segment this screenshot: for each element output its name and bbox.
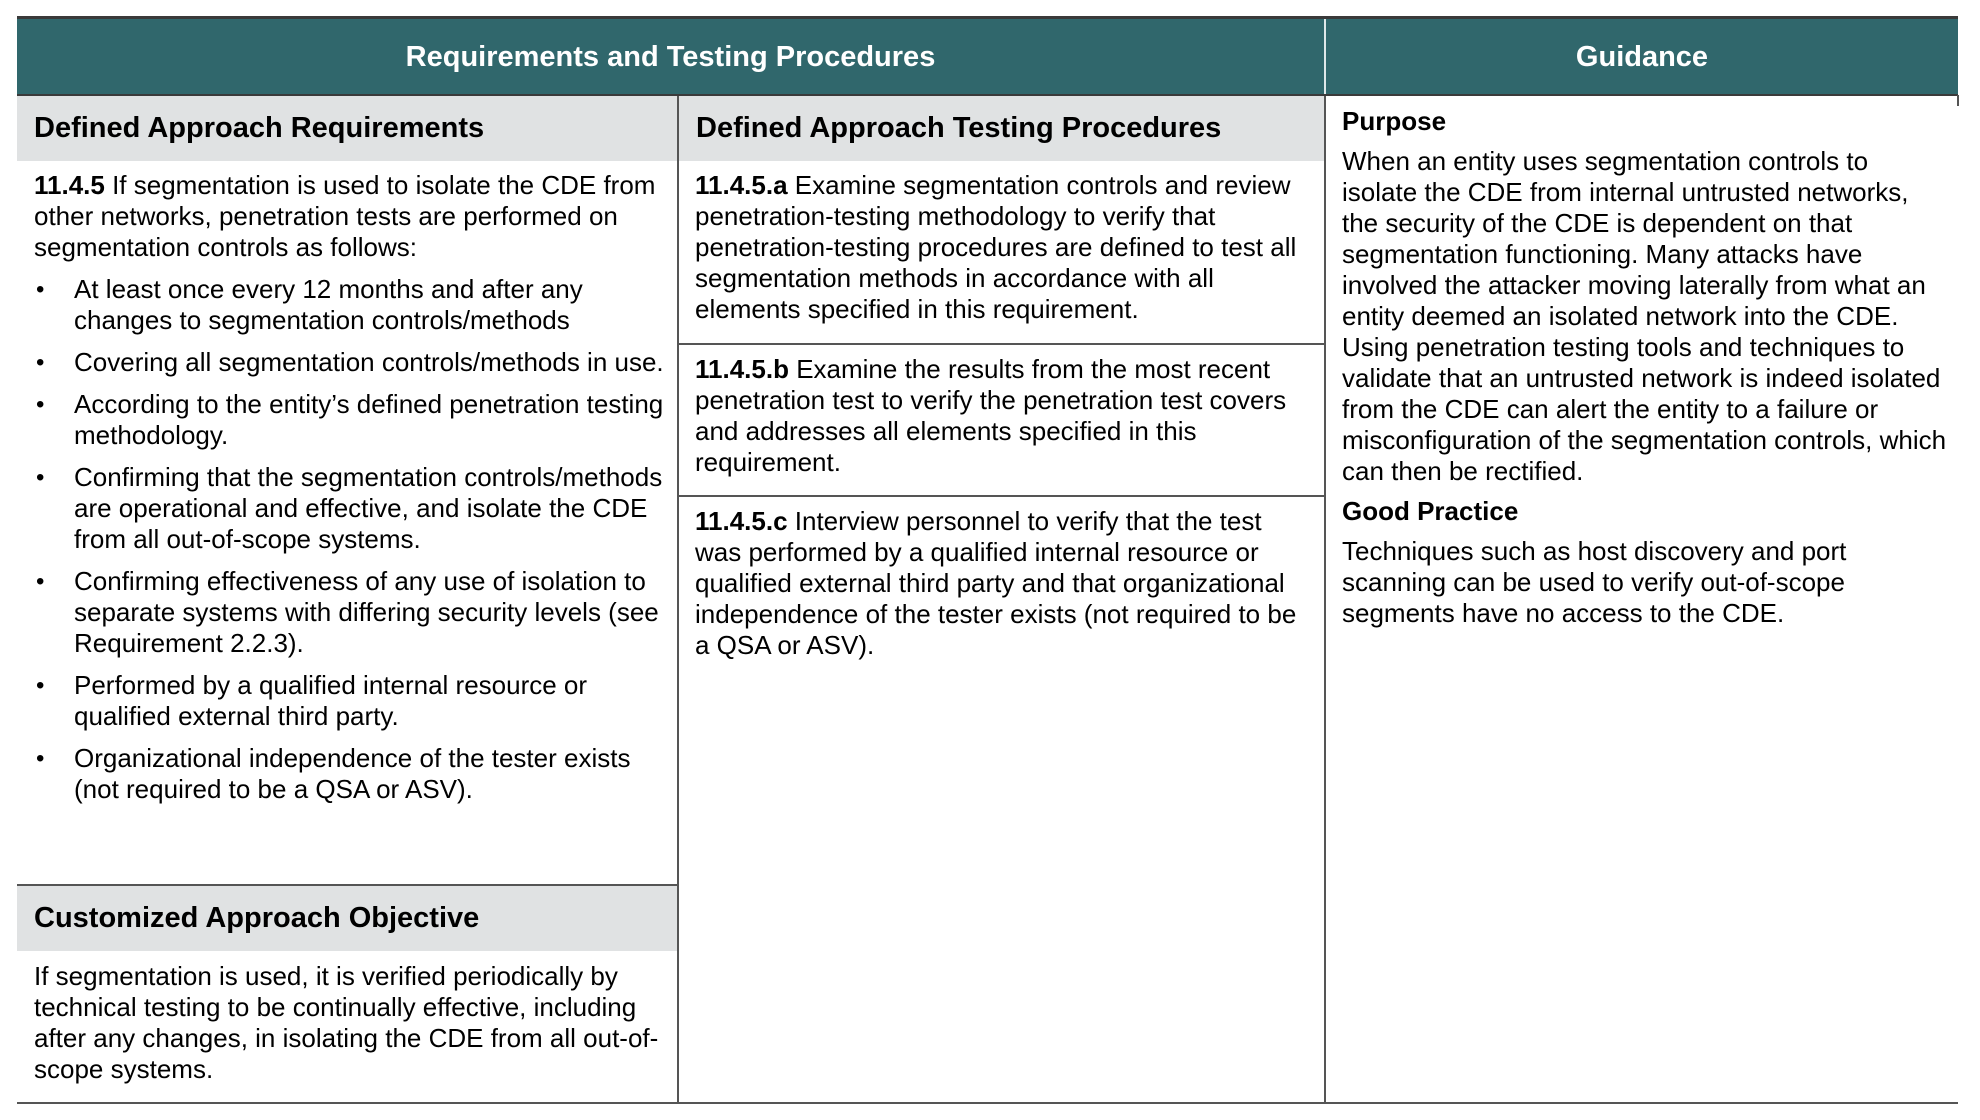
procedure-id: 11.4.5.b [695,354,789,384]
good-practice-text: Techniques such as host discovery and port scanning can be used to verify out-of-scope segments have no access to the CDE. [1342,536,1847,628]
procedure-11-4-5-c [695,506,1315,661]
guidance-content [1342,106,1947,629]
requirement-intro [34,170,664,263]
column-divider-2 [1324,96,1326,1104]
bullet-item: • Organizational independence of the tester exists (not required to be a QSA or ASV). [34,743,664,805]
customized-approach-text: If segmentation is used, it is verified periodically by technical testing to be continually effective, including after any changes, in isolating the CDE from all out-of-scope systems. [34,961,659,1084]
purpose-text: When an entity uses segmentation controls to isolate the CDE from internal untrusted networks, the security of the CDE is dependent on that segmentation functioning. Many attacks have involved the attacker moving laterally from what an entity deemed an isolated network into the CDE. Using penetration testing tools and techniques to validate that an untrusted network is indeed isolated from the CDE can alert the entity to a failure or misconfiguration of the segmentation controls, which can then be rectified. [1342,146,1947,486]
bullet-item: • According to the entity’s defined penetration testing methodology. [34,389,664,451]
defined-approach-requirements-heading: Defined Approach Requirements [17,96,677,161]
bullet-item: • At least once every 12 months and after any changes to segmentation controls/methods [34,274,664,336]
procedure-divider [679,495,1325,497]
purpose-heading: Purpose [1342,106,1447,136]
bullet-item: • Covering all segmentation controls/methods in use. [34,347,664,378]
right-edge-tick [1957,95,1959,106]
procedure-text: Interview personnel to verify that the test was performed by a qualified internal resource or qualified external third party and that organizational independence of the tester exists (not required to be a QSA or ASV). [695,506,1297,660]
customized-approach-heading: Customized Approach Objective [17,886,677,951]
requirement-id: 11.4.5 [34,170,105,200]
procedure-text: Examine the results from the most recent penetration test to verify the penetration test covers and addresses all elements specified in this requirement. [695,354,1287,477]
procedure-id: 11.4.5.a [695,170,788,200]
requirement-11-4-5 [34,170,664,805]
procedure-divider [679,343,1325,345]
requirement-bullets [34,274,664,805]
requirements-title: Requirements and Testing Procedures [405,40,936,73]
requirement-text: If segmentation is used to isolate the CDE from other networks, penetration tests are performed on segmentation controls as follows: [34,170,656,262]
bullet-item: • Performed by a qualified internal resource or qualified external third party. [34,670,664,732]
procedure-11-4-5-a [695,170,1315,325]
defined-approach-testing-heading: Defined Approach Testing Procedures [679,96,1325,161]
header-guidance [1326,19,1958,95]
procedure-11-4-5-b [695,354,1315,478]
bullet-item: • Confirming effectiveness of any use of isolation to separate systems with differing security levels (see Requirement 2.2.3). [34,566,664,659]
procedure-id: 11.4.5.c [695,506,788,536]
table-bottom-border [17,1102,1958,1104]
good-practice-heading: Good Practice [1342,496,1519,526]
column-divider-1 [677,96,679,1104]
bullet-item: • Confirming that the segmentation controls/methods are operational and effective, and isolate the CDE from all out-of-scope systems. [34,462,664,555]
header-requirements-and-testing [17,19,1324,95]
guidance-title: Guidance [1575,40,1709,73]
procedure-text: Examine segmentation controls and review penetration-testing methodology to verify that penetration-testing procedures are defined to test all segmentation methods in accordance with all elements specified in this requirement. [695,170,1297,324]
